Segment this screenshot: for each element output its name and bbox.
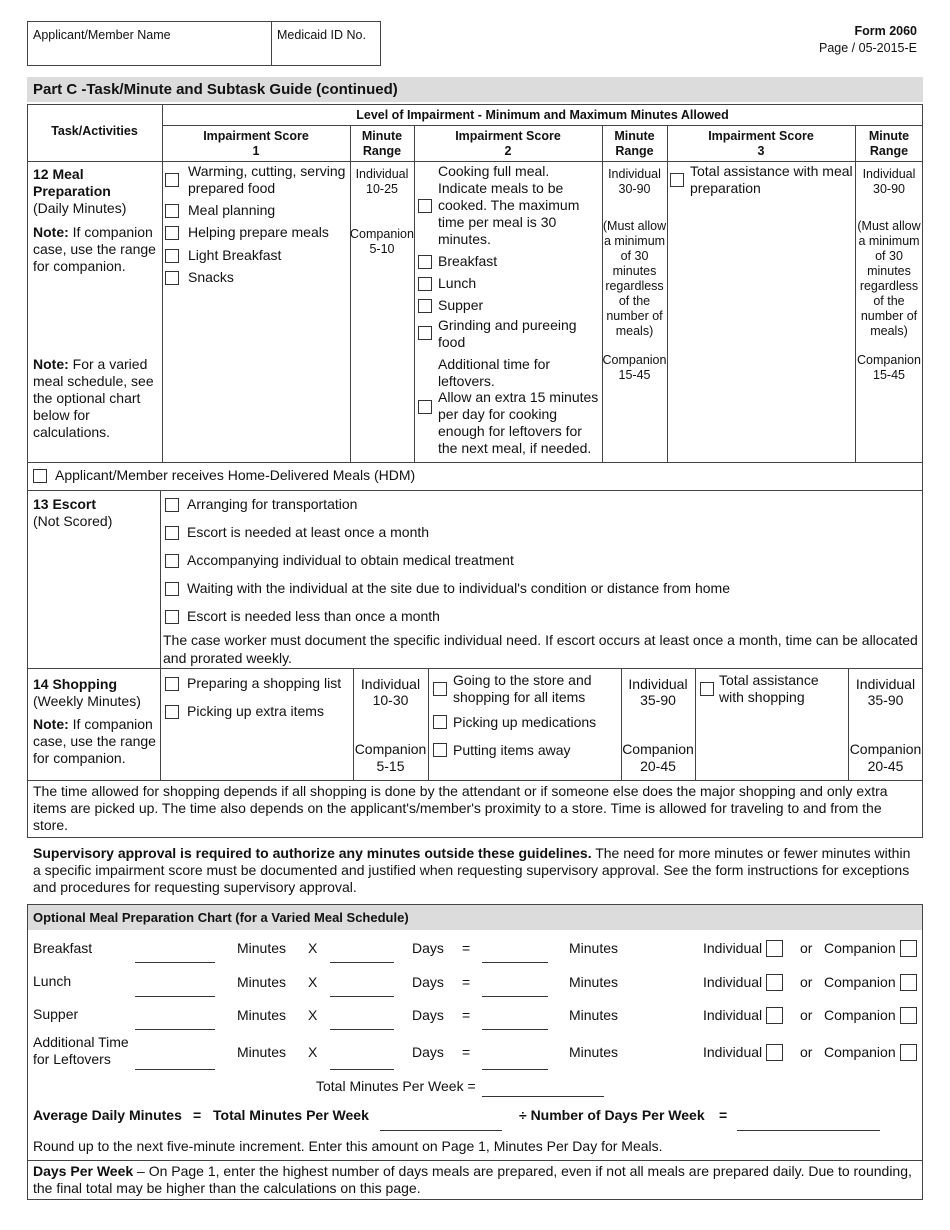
days-per-week-line2: the final total may be higher than the calculations on this page. — [33, 1180, 421, 1196]
warming-label: Warming, cutting, serving — [188, 163, 346, 179]
escort-item-2: Escort is needed at least once a month — [187, 524, 430, 540]
warming-label-2: prepared food — [188, 180, 276, 196]
shopping-note-line3: for companion. — [33, 750, 126, 766]
grinding-label-2: food — [438, 334, 466, 350]
individual-label: Individual — [703, 974, 763, 990]
equals-symbol: = — [462, 940, 471, 956]
checkbox-hdm[interactable] — [33, 469, 47, 483]
checkbox-accompanying-medical[interactable] — [165, 554, 179, 568]
shop-r3-individual-value: 35-90 — [867, 692, 904, 708]
or-label: or — [800, 1007, 813, 1023]
leftovers-line1: Additional time for — [438, 356, 551, 372]
escort-note-line2: and prorated weekly. — [163, 650, 292, 666]
chart-row-additional-time: Additional Time — [33, 1034, 129, 1050]
meal-title: 12 Meal — [33, 166, 84, 182]
supervisory-bold: Supervisory approval is required to authorize any minutes outside these guidelines. — [33, 845, 592, 861]
impairment-score-3-label: Impairment Score — [708, 129, 814, 143]
times-symbol: X — [308, 1007, 318, 1023]
form-number: Form 2060 — [854, 24, 917, 38]
shop-r1-individual: Individual — [360, 676, 421, 692]
shop-r3-individual: Individual — [855, 676, 916, 692]
or-label: or — [800, 974, 813, 990]
leftovers-days-field[interactable] — [330, 1069, 394, 1070]
meal-r2-line4: a minimum — [603, 234, 666, 248]
individual-label: Individual — [703, 1044, 763, 1060]
checkbox-store-all-items[interactable] — [433, 682, 447, 696]
total-meal-assistance-label-2: preparation — [690, 180, 761, 196]
section-title: Part C -Task/Minute and Subtask Guide (continued) — [33, 81, 398, 98]
supper-result-field[interactable] — [482, 1029, 548, 1030]
meal-note1-text: If companion — [68, 224, 153, 240]
chart-title: Optional Meal Preparation Chart (for a Varied Meal Schedule) — [33, 910, 409, 925]
shop-r3-companion-value: 20-45 — [867, 758, 904, 774]
meal-r2-line9: number of — [606, 309, 663, 323]
snacks-label: Snacks — [188, 269, 234, 285]
putting-away-label: Putting items away — [453, 742, 571, 758]
minute-range-1-label2: Range — [362, 144, 402, 158]
level-of-impairment-header: Level of Impairment - Minimum and Maximum Minutes Allowed — [356, 108, 729, 122]
lunch-minutes-field[interactable] — [135, 996, 215, 997]
meal-r2-line10: meals) — [615, 324, 654, 338]
days-equals: = — [719, 1107, 728, 1123]
meal-r1-companion: Companion — [350, 227, 414, 241]
checkbox-total-shopping[interactable] — [700, 682, 714, 696]
meal-r3-line4: a minimum — [858, 234, 920, 248]
meal-title-2: Preparation — [33, 183, 111, 199]
meal-note2-line3: the optional chart — [33, 390, 141, 406]
lunch-companion-checkbox[interactable] — [900, 974, 917, 991]
checkbox-grinding-pureeing[interactable] — [418, 326, 432, 340]
equals-symbol: = — [462, 1044, 471, 1060]
checkbox-shopping-list[interactable] — [165, 677, 179, 691]
impairment-score-2-label: Impairment Score — [455, 129, 561, 143]
meal-r3-line5: of 30 — [875, 249, 903, 263]
meal-r2-line6: minutes — [612, 264, 657, 278]
checkbox-putting-away[interactable] — [433, 743, 447, 757]
chart-row-breakfast: Breakfast — [33, 940, 93, 956]
shop-r2-individual: Individual — [628, 676, 688, 692]
round-up-note: Round up to the next five-minute increment. Enter this amount on Page 1, Minutes Per Day for Meals. — [33, 1138, 663, 1154]
number-of-days-label: ÷ Number of Days Per Week — [519, 1107, 705, 1123]
task-activities-header: Task/Activities — [51, 124, 138, 138]
meal-r2-line2: 30-90 — [618, 182, 651, 196]
impairment-score-1-label: Impairment Score — [203, 129, 309, 143]
checkbox-leftovers[interactable] — [418, 400, 432, 414]
supper-minutes-field[interactable] — [135, 1029, 215, 1030]
leftovers-line4: per day for cooking — [438, 406, 558, 422]
cooking-line4: time per meal is 30 — [438, 214, 557, 230]
shopping-note-text: If companion — [68, 716, 153, 732]
extra-items-label: Picking up extra items — [187, 703, 324, 719]
checkbox-total-meal-assistance[interactable] — [670, 173, 684, 187]
optional-meal-chart — [27, 904, 923, 1200]
light-breakfast-label: Light Breakfast — [188, 247, 282, 263]
escort-subtitle: (Not Scored) — [33, 513, 113, 529]
equals-symbol: = — [462, 974, 471, 990]
cooking-line3: cooked. The maximum — [438, 197, 580, 213]
medicaid-id-label: Medicaid ID No. — [277, 28, 366, 42]
breakfast-label: Breakfast — [438, 253, 498, 269]
days-label: Days — [412, 940, 444, 956]
meal-note1-bold: Note: — [33, 224, 69, 240]
minutes-label: Minutes — [237, 940, 287, 956]
meal-r3-line6: minutes — [867, 264, 911, 278]
meal-note2-line4: below for — [33, 407, 90, 423]
hdm-label: Applicant/Member receives Home-Delivered Meals (HDM) — [55, 467, 416, 483]
meal-planning-label: Meal planning — [188, 202, 276, 218]
cooking-line5: minutes. — [438, 231, 491, 247]
companion-label: Companion — [824, 974, 896, 990]
shop-r2-individual-value: 35-90 — [640, 692, 676, 708]
chart-row-lunch: Lunch — [33, 973, 72, 989]
meal-r3-line2: 30-90 — [873, 182, 905, 196]
meal-r1-individual: Individual — [355, 167, 409, 181]
individual-label: Individual — [703, 1007, 763, 1023]
breakfast-companion-checkbox[interactable] — [900, 940, 917, 957]
checkbox-supper[interactable] — [418, 299, 432, 313]
shop-r1-individual-value: 10-30 — [372, 692, 409, 708]
total-minutes-per-week-field[interactable] — [482, 1096, 604, 1097]
grinding-label: Grinding and pureeing — [438, 317, 577, 333]
checkbox-lunch[interactable] — [418, 277, 432, 291]
companion-label: Companion — [824, 1007, 896, 1023]
checkbox-breakfast[interactable] — [418, 255, 432, 269]
checkbox-picking-medications[interactable] — [433, 715, 447, 729]
minutes-label: Minutes — [237, 1044, 287, 1060]
breakfast-days-field[interactable] — [330, 962, 394, 963]
shopping-note-bold: Note: — [33, 716, 69, 732]
days-label: Days — [412, 1044, 444, 1060]
escort-item-4: Waiting with the individual at the site due to individual's condition or distance from home — [187, 580, 731, 596]
total-meal-assistance-label: Total assistance with meal — [690, 163, 853, 179]
lunch-result-field[interactable] — [482, 996, 548, 997]
supper-individual-checkbox[interactable] — [766, 1007, 783, 1024]
meal-r3-line9: number of — [860, 309, 918, 323]
checkbox-meal-planning[interactable] — [165, 204, 179, 218]
applicant-name-label: Applicant/Member Name — [33, 28, 171, 42]
meal-note2-text: For a varied — [68, 356, 148, 372]
cooking-line2: Indicate meals to be — [438, 180, 564, 196]
checkbox-escort-monthly[interactable] — [165, 526, 179, 540]
helping-prepare-label: Helping prepare meals — [188, 224, 329, 240]
checkbox-extra-items[interactable] — [165, 705, 179, 719]
supervisory-line3: and procedures for requesting supervisory approval. — [33, 879, 357, 895]
impairment-score-2-number: 2 — [504, 144, 512, 158]
meal-note1-line2: case, use the range — [33, 241, 156, 257]
minute-range-1-label: Minute — [361, 129, 403, 143]
lunch-individual-checkbox[interactable] — [766, 974, 783, 991]
escort-title: 13 Escort — [33, 496, 97, 512]
meal-note1-line3: for companion. — [33, 258, 126, 274]
meal-r2-line7: regardless — [605, 279, 664, 293]
chart-row-supper: Supper — [33, 1006, 79, 1022]
minute-range-3-label: Minute — [868, 129, 910, 143]
checkbox-helping-prepare[interactable] — [165, 226, 179, 240]
escort-note-line1: The case worker must document the specific individual need. If escort occurs at least once a month, time can be allocated — [163, 632, 918, 648]
supper-days-field[interactable] — [330, 1029, 394, 1030]
supervisory-line2: a specific impairment score must be documented and justified when requesting supervisory approval. See the form instructions for exceptions — [33, 862, 910, 878]
meal-r2-companion-value: 15-45 — [618, 368, 651, 382]
times-symbol: X — [308, 1044, 318, 1060]
total-per-week-label: Total Minutes Per Week — [213, 1107, 369, 1123]
escort-item-5: Escort is needed less than once a month — [187, 608, 440, 624]
shop-r1-companion-value: 5-15 — [376, 758, 405, 774]
escort-item-1: Arranging for transportation — [187, 496, 358, 512]
store-all-items-label: Going to the store and — [453, 672, 592, 688]
shop-r1-companion: Companion — [354, 741, 427, 757]
shopping-note-line2: case, use the range — [33, 733, 156, 749]
companion-label: Companion — [824, 940, 896, 956]
average-daily-minutes-label: Average Daily Minutes — [33, 1107, 182, 1123]
shop-r3-companion: Companion — [849, 741, 922, 757]
days-label: Days — [412, 974, 444, 990]
equals-symbol: = — [462, 1007, 471, 1023]
meal-note2-line5: calculations. — [33, 424, 111, 440]
leftovers-result-field[interactable] — [482, 1069, 548, 1070]
meal-r2-line5: of 30 — [620, 249, 649, 263]
meal-r2-line1: Individual — [608, 167, 661, 181]
days-per-week-bold: Days Per Week — [33, 1163, 134, 1179]
checkbox-arranging-transportation[interactable] — [165, 498, 179, 512]
shopping-list-label: Preparing a shopping list — [187, 675, 342, 691]
shopping-subtitle: (Weekly Minutes) — [33, 693, 141, 709]
minutes-label: Minutes — [569, 974, 619, 990]
leftovers-minutes-field[interactable] — [135, 1069, 215, 1070]
checkbox-escort-less-monthly[interactable] — [165, 610, 179, 624]
meal-r1-companion-value: 5-10 — [369, 242, 395, 256]
checkbox-light-breakfast[interactable] — [165, 249, 179, 263]
chart-row-leftovers: for Leftovers — [33, 1051, 111, 1067]
meal-r3-line8: of the — [873, 294, 905, 308]
breakfast-minutes-field[interactable] — [135, 962, 215, 963]
meal-r2-line8: of the — [618, 294, 651, 308]
supper-companion-checkbox[interactable] — [900, 1007, 917, 1024]
days-label: Days — [412, 1007, 444, 1023]
meal-r2-companion: Companion — [602, 353, 667, 367]
shop-r2-companion: Companion — [622, 741, 694, 757]
minutes-label: Minutes — [237, 974, 287, 990]
minute-range-2-label2: Range — [615, 144, 654, 158]
meal-r3-companion: Companion — [857, 353, 921, 367]
checkbox-waiting-at-site[interactable] — [165, 582, 179, 596]
cooking-line1: Cooking full meal. — [438, 163, 550, 179]
minute-range-3-label2: Range — [869, 144, 909, 158]
total-shopping-label: Total assistance — [719, 672, 819, 688]
checkbox-snacks[interactable] — [165, 271, 179, 285]
shopping-note2-line3: store. — [33, 817, 69, 833]
medications-label: Picking up medications — [453, 714, 597, 730]
minutes-label: Minutes — [569, 1007, 619, 1023]
store-all-items-label-2: shopping for all items — [453, 689, 586, 705]
meal-r3-line1: Individual — [862, 167, 916, 181]
total-shopping-label-2: with shopping — [719, 689, 805, 705]
meal-r3-companion-value: 15-45 — [873, 368, 905, 382]
meal-subtitle: (Daily Minutes) — [33, 200, 127, 216]
average-daily-result-field[interactable] — [737, 1130, 880, 1131]
impairment-score-1-number: 1 — [252, 144, 260, 158]
shopping-title: 14 Shopping — [33, 676, 117, 692]
lunch-days-field[interactable] — [330, 996, 394, 997]
supervisory-line1: The need for more minutes or fewer minutes within — [591, 845, 911, 861]
companion-label: Companion — [824, 1044, 896, 1060]
meal-r3-line10: meals) — [870, 324, 908, 338]
or-label: or — [800, 940, 813, 956]
meal-r2-line3: (Must allow — [602, 219, 667, 233]
leftovers-line6: the next meal, if needed. — [438, 440, 592, 456]
breakfast-result-field[interactable] — [482, 962, 548, 963]
leftovers-companion-checkbox[interactable] — [900, 1044, 917, 1061]
shop-r2-companion-value: 20-45 — [640, 758, 676, 774]
times-symbol: X — [308, 974, 318, 990]
individual-label: Individual — [703, 940, 763, 956]
leftovers-line3: Allow an extra 15 minutes — [438, 389, 599, 405]
average-equals: = — [193, 1107, 202, 1123]
leftovers-line2: leftovers. — [438, 373, 495, 389]
total-minutes-per-week-label: Total Minutes Per Week = — [316, 1078, 476, 1094]
meal-note2-line2: meal schedule, see — [33, 373, 154, 389]
breakfast-individual-checkbox[interactable] — [766, 940, 783, 957]
checkbox-cooking-full-meal[interactable] — [418, 199, 432, 213]
meal-r1-individual-value: 10-25 — [366, 182, 398, 196]
leftovers-line5: enough for leftovers for — [438, 423, 582, 439]
days-per-week-line1: – On Page 1, enter the highest number of days meals are prepared, even if not all meals are prepared daily. Due to rounding, — [133, 1163, 912, 1179]
shopping-note2-line2: items are picked up. The time also depends on the applicant's/member's proximity to a store. Time is allowed for traveling to and from the — [33, 800, 882, 816]
or-label: or — [800, 1044, 813, 1060]
leftovers-individual-checkbox[interactable] — [766, 1044, 783, 1061]
meal-r3-line7: regardless — [859, 279, 919, 293]
minute-range-2-label: Minute — [614, 129, 655, 143]
supper-label: Supper — [438, 297, 484, 313]
lunch-label: Lunch — [438, 275, 477, 291]
minutes-label: Minutes — [237, 1007, 287, 1023]
minutes-label: Minutes — [569, 940, 619, 956]
times-symbol: X — [308, 940, 318, 956]
meal-r3-line3: (Must allow — [857, 219, 921, 233]
checkbox-warming-cutting[interactable] — [165, 173, 179, 187]
shopping-note2-line1: The time allowed for shopping depends if all shopping is done by the attendant or if someone else does the major shopping and only extra — [33, 783, 888, 799]
minutes-label: Minutes — [569, 1044, 619, 1060]
page-info: Page / 05-2015-E — [819, 41, 917, 55]
impairment-score-3-number: 3 — [757, 144, 765, 158]
meal-note2-bold: Note: — [33, 356, 69, 372]
escort-item-3: Accompanying individual to obtain medical treatment — [187, 552, 514, 568]
total-per-week-field[interactable] — [380, 1130, 502, 1131]
